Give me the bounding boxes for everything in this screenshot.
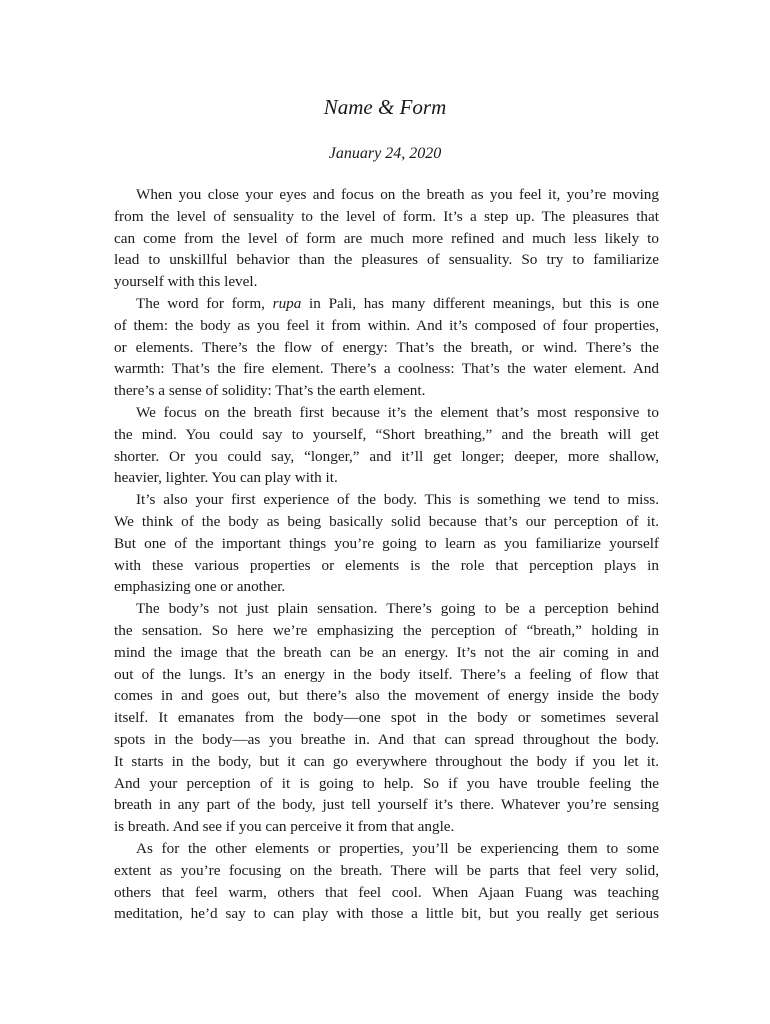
text-line: When you close your eyes and focus on the breath as you feel it, you’re moving xyxy=(136,186,659,203)
paragraph xyxy=(114,598,659,838)
text-line: emphasizing one or another. xyxy=(114,578,286,596)
text-line: It’s also your first experience of the body. This is something we tend to miss. xyxy=(136,491,659,509)
text-line: others that feel warm, others that feel cool. When Ajaan Fuang was teaching xyxy=(114,883,659,901)
chapter-date: January 24, 2020 xyxy=(328,145,442,162)
paragraph xyxy=(114,293,659,402)
text-line: lead to unskillful behavior than the pleasures of sensuality. So try to familiarize xyxy=(114,251,659,269)
text-line: We focus on the breath first because it’s the element that’s most responsive to xyxy=(136,403,659,421)
text-line: is breath. And see if you can perceive it from that angle. xyxy=(114,818,455,836)
text-line: from the level of sensuality to the level of form. It’s a step up. The pleasures that xyxy=(114,207,659,225)
paragraph xyxy=(114,402,659,489)
text-line: out of the lungs. It’s an energy in the body itself. There’s a feeling of flow that xyxy=(114,665,659,683)
text-line: mind the image that the breath can be an energy. It’s not the air coming in and xyxy=(114,643,659,661)
text-line: But one of the important things you’re going to learn as you familiarize yourself xyxy=(114,534,659,552)
text-line: the mind. You could say to yourself, “Short breathing,” and the breath will get xyxy=(114,425,659,443)
text-line: breath in any part of the body, just tell yourself it’s there. Whatever you’re sensing xyxy=(114,796,659,814)
text-line: warmth: That’s the fire element. There’s a coolness: That’s the water element. And xyxy=(114,360,659,378)
text-line: shorter. Or you could say, “longer,” and it’ll get longer; deeper, more shallow, xyxy=(114,447,659,465)
text-line: meditation, he’d say to can play with those a little bit, but you really get serious xyxy=(114,905,659,923)
paragraph xyxy=(114,838,659,925)
text-line: with these various properties or elements is the role that perception plays in xyxy=(114,556,659,574)
text-line: or elements. There’s the flow of energy: That’s the breath, or wind. There’s the xyxy=(114,338,659,356)
text-line: The body’s not just plain sensation. There’s going to be a perception behind xyxy=(136,600,659,618)
text-line: comes in and goes out, but there’s also the movement of energy inside the body xyxy=(114,687,659,705)
paragraph xyxy=(114,184,659,293)
chapter-title: Name & Form xyxy=(323,95,447,119)
text-line: The word for form, rupa in Pali, has many different meanings, but this is one xyxy=(136,294,659,312)
text-line: itself. It emanates from the body—one spot in the body or sometimes several xyxy=(114,709,659,727)
text-line: heavier, lighter. You can play with it. xyxy=(114,469,338,487)
paragraph xyxy=(114,489,659,598)
body-text xyxy=(114,184,659,925)
text-line: there’s a sense of solidity: That’s the earth element. xyxy=(114,382,426,400)
text-line: the sensation. So here we’re emphasizing the perception of “breath,” holding in xyxy=(114,621,659,639)
text-line: yourself with this level. xyxy=(114,273,258,291)
text-line: extent as you’re focusing on the breath. There will be parts that feel very solid, xyxy=(114,861,659,879)
text-line: It starts in the body, but it can go everywhere throughout the body if you let it. xyxy=(114,752,659,770)
text-line: of them: the body as you feel it from within. And it’s composed of four properties, xyxy=(114,316,659,334)
text-line: And your perception of it is going to help. So if you have trouble feeling the xyxy=(114,774,659,792)
text-line: can come from the level of form are much more refined and much less likely to xyxy=(114,229,659,247)
text-line: As for the other elements or properties, you’ll be experiencing them to some xyxy=(136,839,659,857)
text-line: We think of the body as being basically solid because that’s our perception of it. xyxy=(114,512,659,530)
text-line: spots in the body—as you breathe in. And that can spread throughout the body. xyxy=(114,730,659,748)
pali-term: rupa xyxy=(272,294,302,312)
